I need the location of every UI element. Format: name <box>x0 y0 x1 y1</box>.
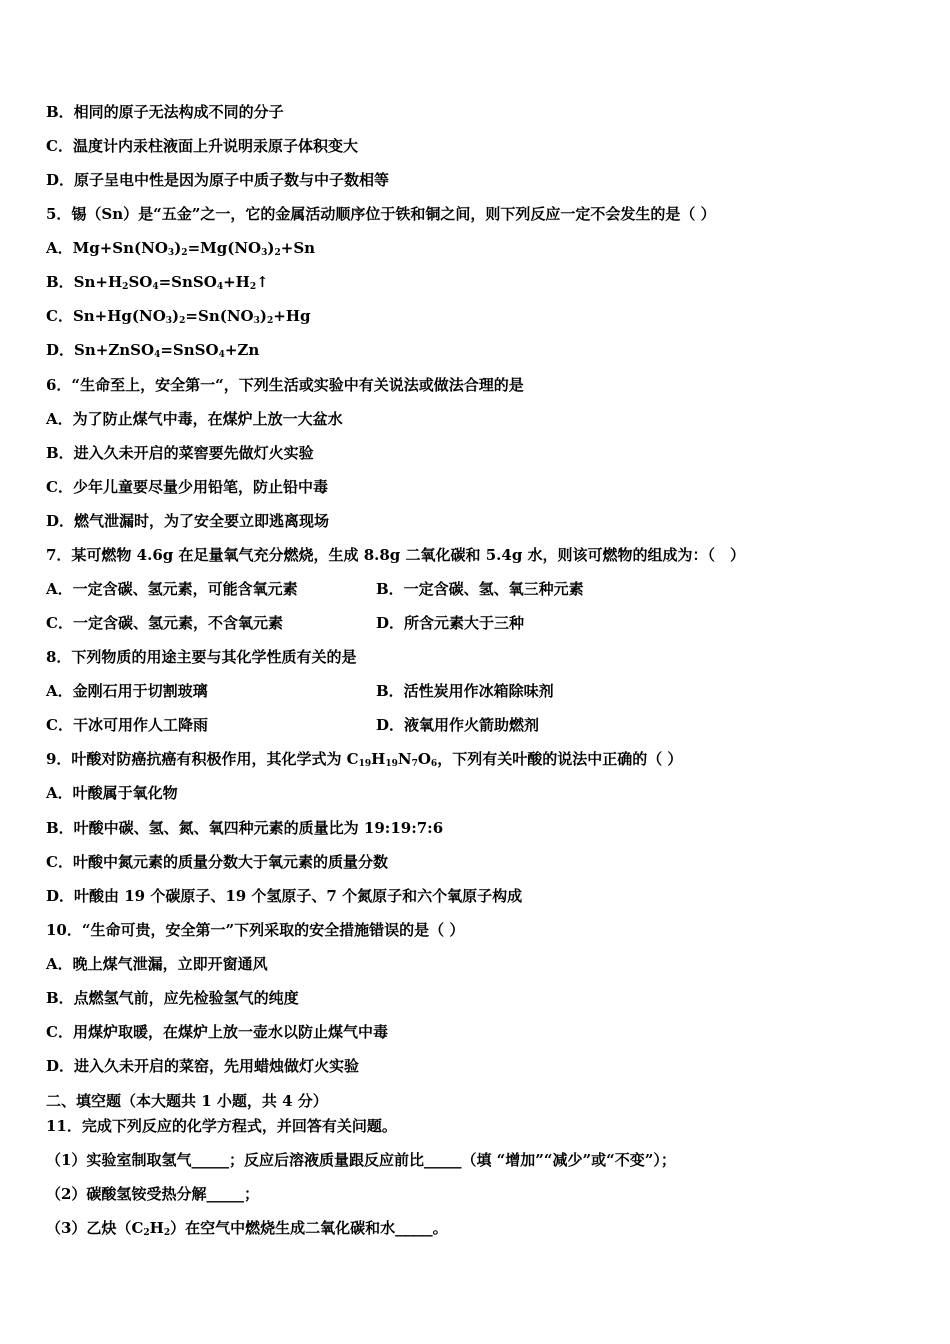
q8-stem: 8．下列物质的用途主要与其化学性质有关的是 <box>46 648 357 666</box>
q6-option-c: C．少年儿童要尽量少用铅笔，防止铅中毒 <box>46 478 328 496</box>
q6-option-a: A．为了防止煤气中毒，在煤炉上放一大盆水 <box>46 410 343 428</box>
q11-part-1: （1）实验室制取氢气_____；反应后溶液质量跟反应前比_____（填 “增加”“减少”或“不变”）； <box>46 1151 676 1169</box>
q8-option-d: D．液氧用作火箭助燃剂 <box>376 716 540 734</box>
q7-option-c: C．一定含碳、氢元素，不含氧元素 <box>46 614 283 632</box>
q4-option-d: D．原子呈电中性是因为原子中质子数与中子数相等 <box>46 171 390 189</box>
q8-options-row-1 <box>46 681 916 701</box>
q4-option-c: C．温度计内汞柱液面上升说明汞原子体积变大 <box>46 137 358 155</box>
q9-stem: 9．叶酸对防癌抗癌有积极作用，其化学式为 $C_{19}H_{19}N_7O_6$，下列有关叶酸的说法中正确的（ ） <box>46 750 683 769</box>
q6-stem: 6．“生命至上，安全第一“，下列生活或实验中有关说法或做法合理的是 <box>46 376 524 394</box>
q9-option-b: B．叶酸中碳、氢、氮、氧四种元素的质量比为 19:19:7:6 <box>46 819 444 837</box>
q10-option-d: D．进入久未开启的菜窑，先用蜡烛做灯火实验 <box>46 1057 360 1075</box>
q10-stem: 10．“生命可贵，安全第一”下列采取的安全措施错误的是（ ） <box>46 921 465 939</box>
q11-stem: 11．完成下列反应的化学方程式，并回答有关问题。 <box>46 1117 397 1135</box>
q7-options-row-2 <box>46 613 916 633</box>
q10-option-b: B．点燃氢气前，应先检验氢气的纯度 <box>46 989 299 1007</box>
q10-option-a: A．晚上煤气泄漏，立即开窗通风 <box>46 955 268 973</box>
q7-stem: 7．某可燃物 4.6g 在足量氧气充分燃烧，生成 8.8g 二氧化碳和 5.4g 水，则该可燃物的组成为：（ ） <box>46 546 746 564</box>
q4-option-b: B．相同的原子无法构成不同的分子 <box>46 103 284 121</box>
q7-option-d: D．所含元素大于三种 <box>376 614 525 632</box>
q9-option-d: D．叶酸由 19 个碳原子、19 个氢原子、7 个氮原子和六个氧原子构成 <box>46 887 523 905</box>
q7-option-a: A．一定含碳、氢元素，可能含氧元素 <box>46 580 298 598</box>
q5-option-d: D．Sn+ZnSO$_4$=SnSO$_4$+Zn <box>46 341 260 360</box>
q8-option-b: B．活性炭用作冰箱除味剂 <box>376 682 554 700</box>
q9-option-a: A．叶酸属于氧化物 <box>46 784 178 802</box>
q5-option-a: A．$Mg+Sn(NO_3)_2=Mg(NO_3)_2+Sn$ <box>46 239 316 258</box>
q7-options-row-1 <box>46 579 916 599</box>
q11-part-2: （2）碳酸氢铵受热分解_____； <box>46 1185 259 1203</box>
q9-option-c: C．叶酸中氮元素的质量分数大于氧元素的质量分数 <box>46 853 388 871</box>
q11-part-3: （3）乙炔$(C_2H_2)$在空气中燃烧生成二氧化碳和水_____。 <box>46 1219 448 1238</box>
q5-stem: 5．锡（Sn）是“五金”之一，它的金属活动顺序位于铁和铜之间，则下列反应一定不会发生的是（ ） <box>46 205 716 223</box>
q10-option-c: C．用煤炉取暖，在煤炉上放一壶水以防止煤气中毒 <box>46 1023 388 1041</box>
q8-option-c: C．干冰可用作人工降雨 <box>46 716 208 734</box>
q6-option-b: B．进入久未开启的菜窖要先做灯火实验 <box>46 444 314 462</box>
q5-option-c: C．$Sn+Hg(NO_3)_2=Sn(NO_3)_2+Hg$ <box>46 307 311 326</box>
q8-option-a: A．金刚石用于切割玻璃 <box>46 682 208 700</box>
q7-option-b: B．一定含碳、氢、氧三种元素 <box>376 580 584 598</box>
q8-options-row-2 <box>46 715 916 735</box>
section-2-title: 二、填空题（本大题共 1 小题，共 4 分） <box>46 1092 328 1110</box>
q5-option-b: B．$Sn+H_2SO_4=SnSO_4+H_2↑$ <box>46 273 269 292</box>
q6-option-d: D．燃气泄漏时，为了安全要立即逃离现场 <box>46 512 330 530</box>
